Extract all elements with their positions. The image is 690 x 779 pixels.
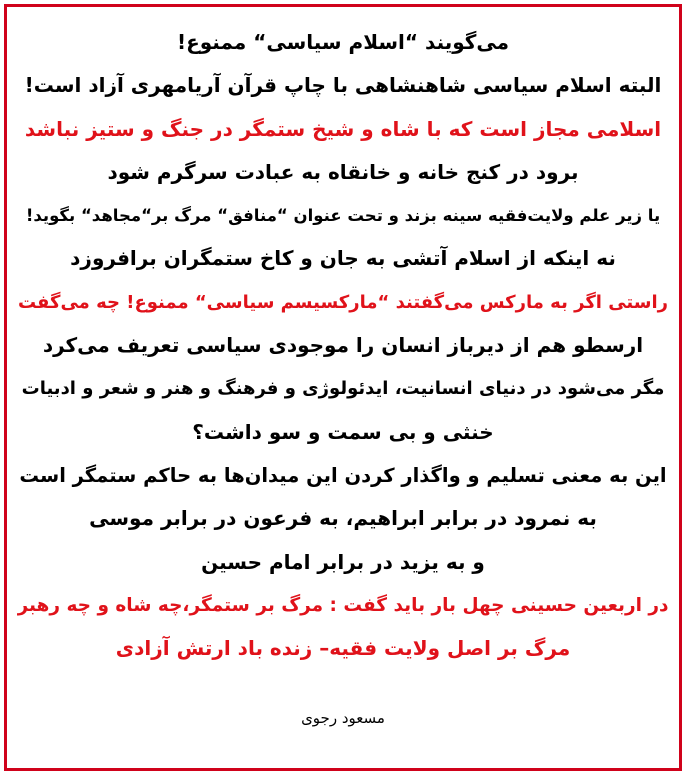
poem-line-1: می‌گویند “اسلام سیاسی“ ممنوع! (176, 30, 510, 54)
poem-line-10: خنثی و بی سمت و سو داشت؟ (192, 419, 494, 444)
poem-line-4: برود در کنج خانه و خانقاه به عبادت سرگرم شود (107, 159, 579, 184)
poem-line-15: مرگ بر اصل ولایت فقیه– زنده باد ارتش آزادی (115, 636, 571, 661)
poem-line-2: البته اسلام سیاسی شاهنشاهی با چاپ قرآن آریامهری آزاد است! (24, 73, 662, 98)
poem-line-7: راستی اگر به مارکس می‌گفتند “مارکسیسم سیاسی“ ممنوع! چه می‌گفت (17, 291, 669, 313)
poem-line-12: به نمرود در برابر ابراهیم، به فرعون در برابر موسی (89, 506, 597, 531)
poem-line-6: نه اینکه از اسلام آتشی به جان و کاخ ستمگران برافروزد (70, 246, 616, 271)
poem-line-9: مگر می‌شود در دنیای انسانیت، ایدئولوژی و فرهنگ و هنر و شعر و ادبیات (21, 378, 665, 400)
poem-text (17, 21, 669, 670)
poem-line-11: این به معنی تسلیم و واگذار کردن این میدان‌ها به حاکم ستمگر است (19, 463, 667, 487)
poem-line-13: و به یزید در برابر امام حسین (201, 549, 485, 574)
poster-frame (4, 4, 682, 771)
poem-line-14: در اربعین حسینی چهل بار باید گفت : مرگ بر ستمگر،چه شاه و چه رهبر (17, 594, 669, 616)
poem-line-5: یا زیر علم ولایت‌فقیه سینه بزند و تحت عنوان “منافق“ مرگ بر“مجاهد“ بگوید! (25, 206, 661, 226)
author-signature: مسعود رجوی (301, 709, 385, 727)
poem-line-8: ارسطو هم از دیرباز انسان را موجودی سیاسی تعریف می‌کرد (42, 333, 644, 358)
poem-line-3: اسلامی مجاز است که با شاه و شیخ ستمگر در جنگ و ستیز نباشد (24, 116, 662, 141)
